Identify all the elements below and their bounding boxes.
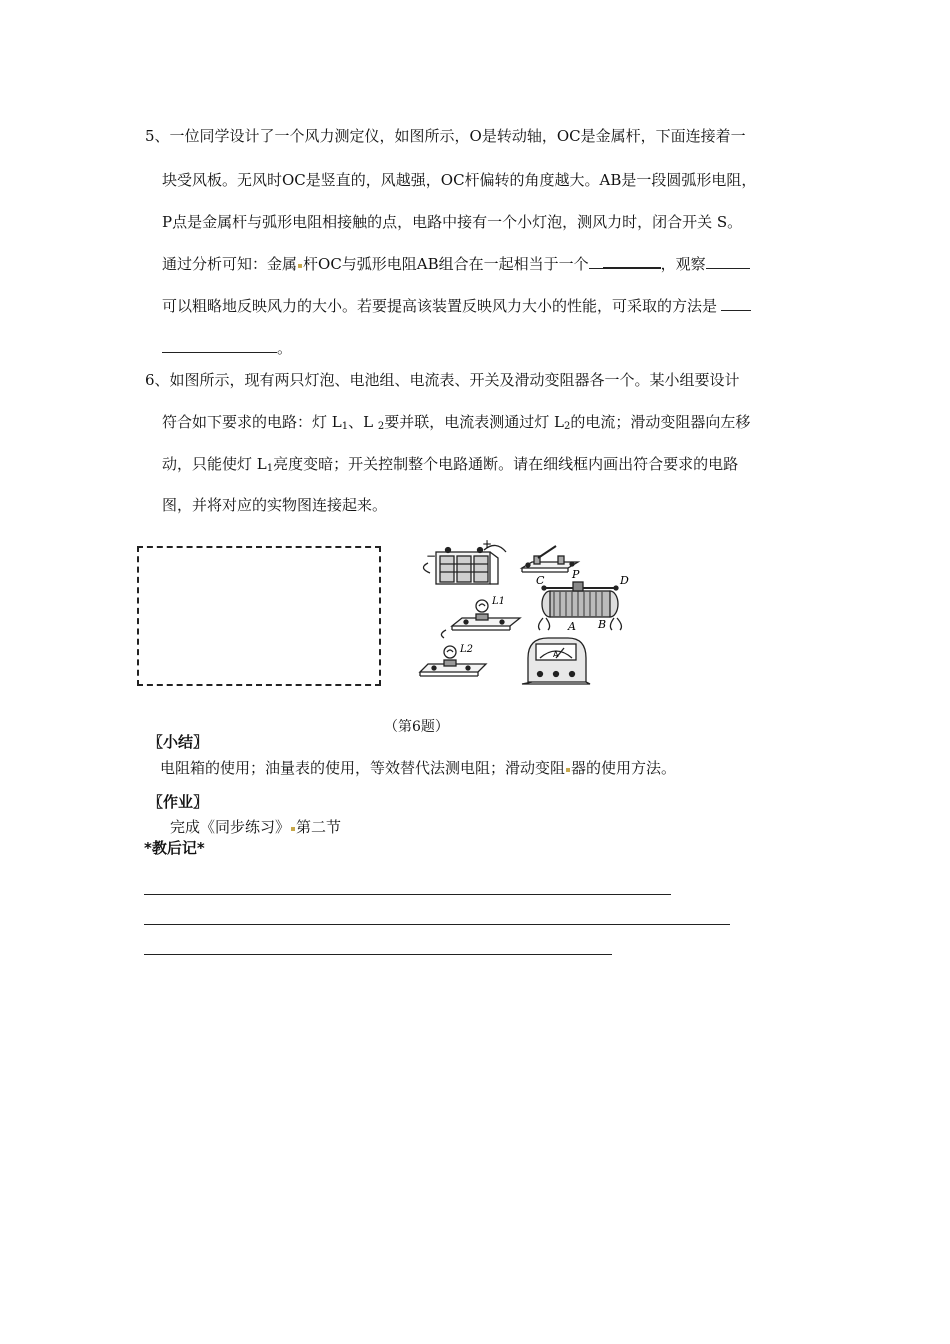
marker-dot (566, 768, 570, 772)
summary-text-b: 器的使用方法。 (571, 759, 677, 777)
summary-text-a: 电阻箱的使用；油量表的使用，等效替代法测电阻；滑动变阻 (160, 759, 566, 777)
q6-line-3-b: 亮度变暗；开关控制整个电路通断。请在细线框内画出符合要求的电路 (273, 455, 739, 473)
homework-text-b: 第二节 (296, 818, 342, 836)
q5-line-6-end: 。 (277, 339, 293, 357)
rheostat-label-b: B (598, 618, 607, 631)
q6-line-3-sub: 1 (266, 463, 274, 474)
notes-line-1[interactable] (144, 894, 671, 895)
notes-line-3[interactable] (144, 954, 612, 955)
q5-line-4-part-b: 杆OC与弧形电阻AB组合在一起相当于一个 (303, 255, 589, 273)
bulb-l2-label: L2 (460, 644, 474, 655)
q5-line-2: 块受风板。无风时OC是竖直的，风越强，OC杆偏转的角度越大。AB是一段圆弧形电阻， (162, 171, 757, 189)
ammeter-label: A (553, 650, 559, 659)
rheostat-label-c: C (536, 574, 545, 587)
summary-heading: 〖小结〗 (148, 733, 209, 751)
q5-line-6 (162, 338, 292, 358)
q6-line-2-a: 符合如下要求的电路：灯 L (162, 413, 342, 431)
q6-line-4: 图，并将对应的实物图连接起来。 (162, 496, 388, 514)
figure-caption: （第6题） (384, 719, 449, 735)
q5-line-4 (162, 254, 750, 274)
rheostat-label-d: D (620, 574, 629, 587)
q5-line-5 (162, 296, 751, 316)
q6-line-2-c: 要并联，电流表测通过灯 L (384, 413, 564, 431)
q6-line-3 (162, 454, 738, 474)
ammeter-icon[interactable] (522, 638, 590, 684)
apparatus-figure (418, 538, 643, 688)
circuit-drawing-box[interactable] (137, 546, 381, 686)
marker-dot (298, 264, 302, 268)
q6-line-3-a: 动，只能使灯 L (162, 455, 267, 473)
notes-heading: *教后记* (144, 839, 205, 857)
marker-dot (291, 827, 295, 831)
q5-line-4-part-c: ，观察 (660, 255, 706, 273)
answer-blank-1[interactable] (603, 267, 661, 269)
homework-text (170, 817, 341, 837)
answer-blank-1a[interactable] (589, 268, 603, 269)
answer-blank-2[interactable] (706, 268, 750, 269)
homework-text-a: 完成《同步练习》 (170, 818, 291, 836)
notes-line-2[interactable] (144, 924, 730, 925)
q5-line-4-part-a: 通过分析可知：金属 (162, 255, 298, 273)
bulb-l1-icon[interactable] (441, 600, 520, 638)
q6-line-1: 6、如图所示，现有两只灯泡、电池组、电流表、开关及滑动变阻器各一个。某小组要设计 (145, 371, 740, 389)
rheostat-label-a: A (568, 620, 576, 633)
q6-line-2-d: 的电流；滑动变阻器向左移 (570, 413, 751, 431)
switch-icon[interactable] (522, 546, 578, 572)
bulb-l1-label: L1 (492, 596, 506, 607)
homework-heading: 〖作业〗 (148, 793, 209, 811)
q5-line-5-text: 可以粗略地反映风力的大小。若要提高该装置反映风力大小的性能，可采取的方法是 (162, 297, 718, 315)
q6-line-2 (162, 412, 750, 432)
q5-line-1: 5、一位同学设计了一个风力测定仪，如图所示，O是转动轴，OC是金属杆，下面连接着一 (145, 127, 746, 145)
summary-text (160, 758, 676, 778)
q6-line-2-sub-3: 2 (563, 421, 571, 432)
rheostat-icon[interactable] (539, 582, 622, 630)
q6-line-2-b: 、L (348, 413, 378, 431)
q6-line-2-sub-1: 1 (341, 421, 349, 432)
battery-minus-label: − (426, 549, 437, 563)
battery-plus-label: + (482, 538, 493, 551)
q5-line-3: P点是金属杆与弧形电阻相接触的点，电路中接有一个小灯泡，测风力时，闭合开关 S。 (162, 213, 743, 231)
q6-line-2-sub-2: 2 (377, 421, 385, 432)
bulb-l2-icon[interactable] (420, 646, 486, 676)
answer-blank-3[interactable] (162, 352, 277, 353)
answer-blank-3a[interactable] (721, 310, 751, 311)
rheostat-label-p: P (572, 568, 580, 581)
